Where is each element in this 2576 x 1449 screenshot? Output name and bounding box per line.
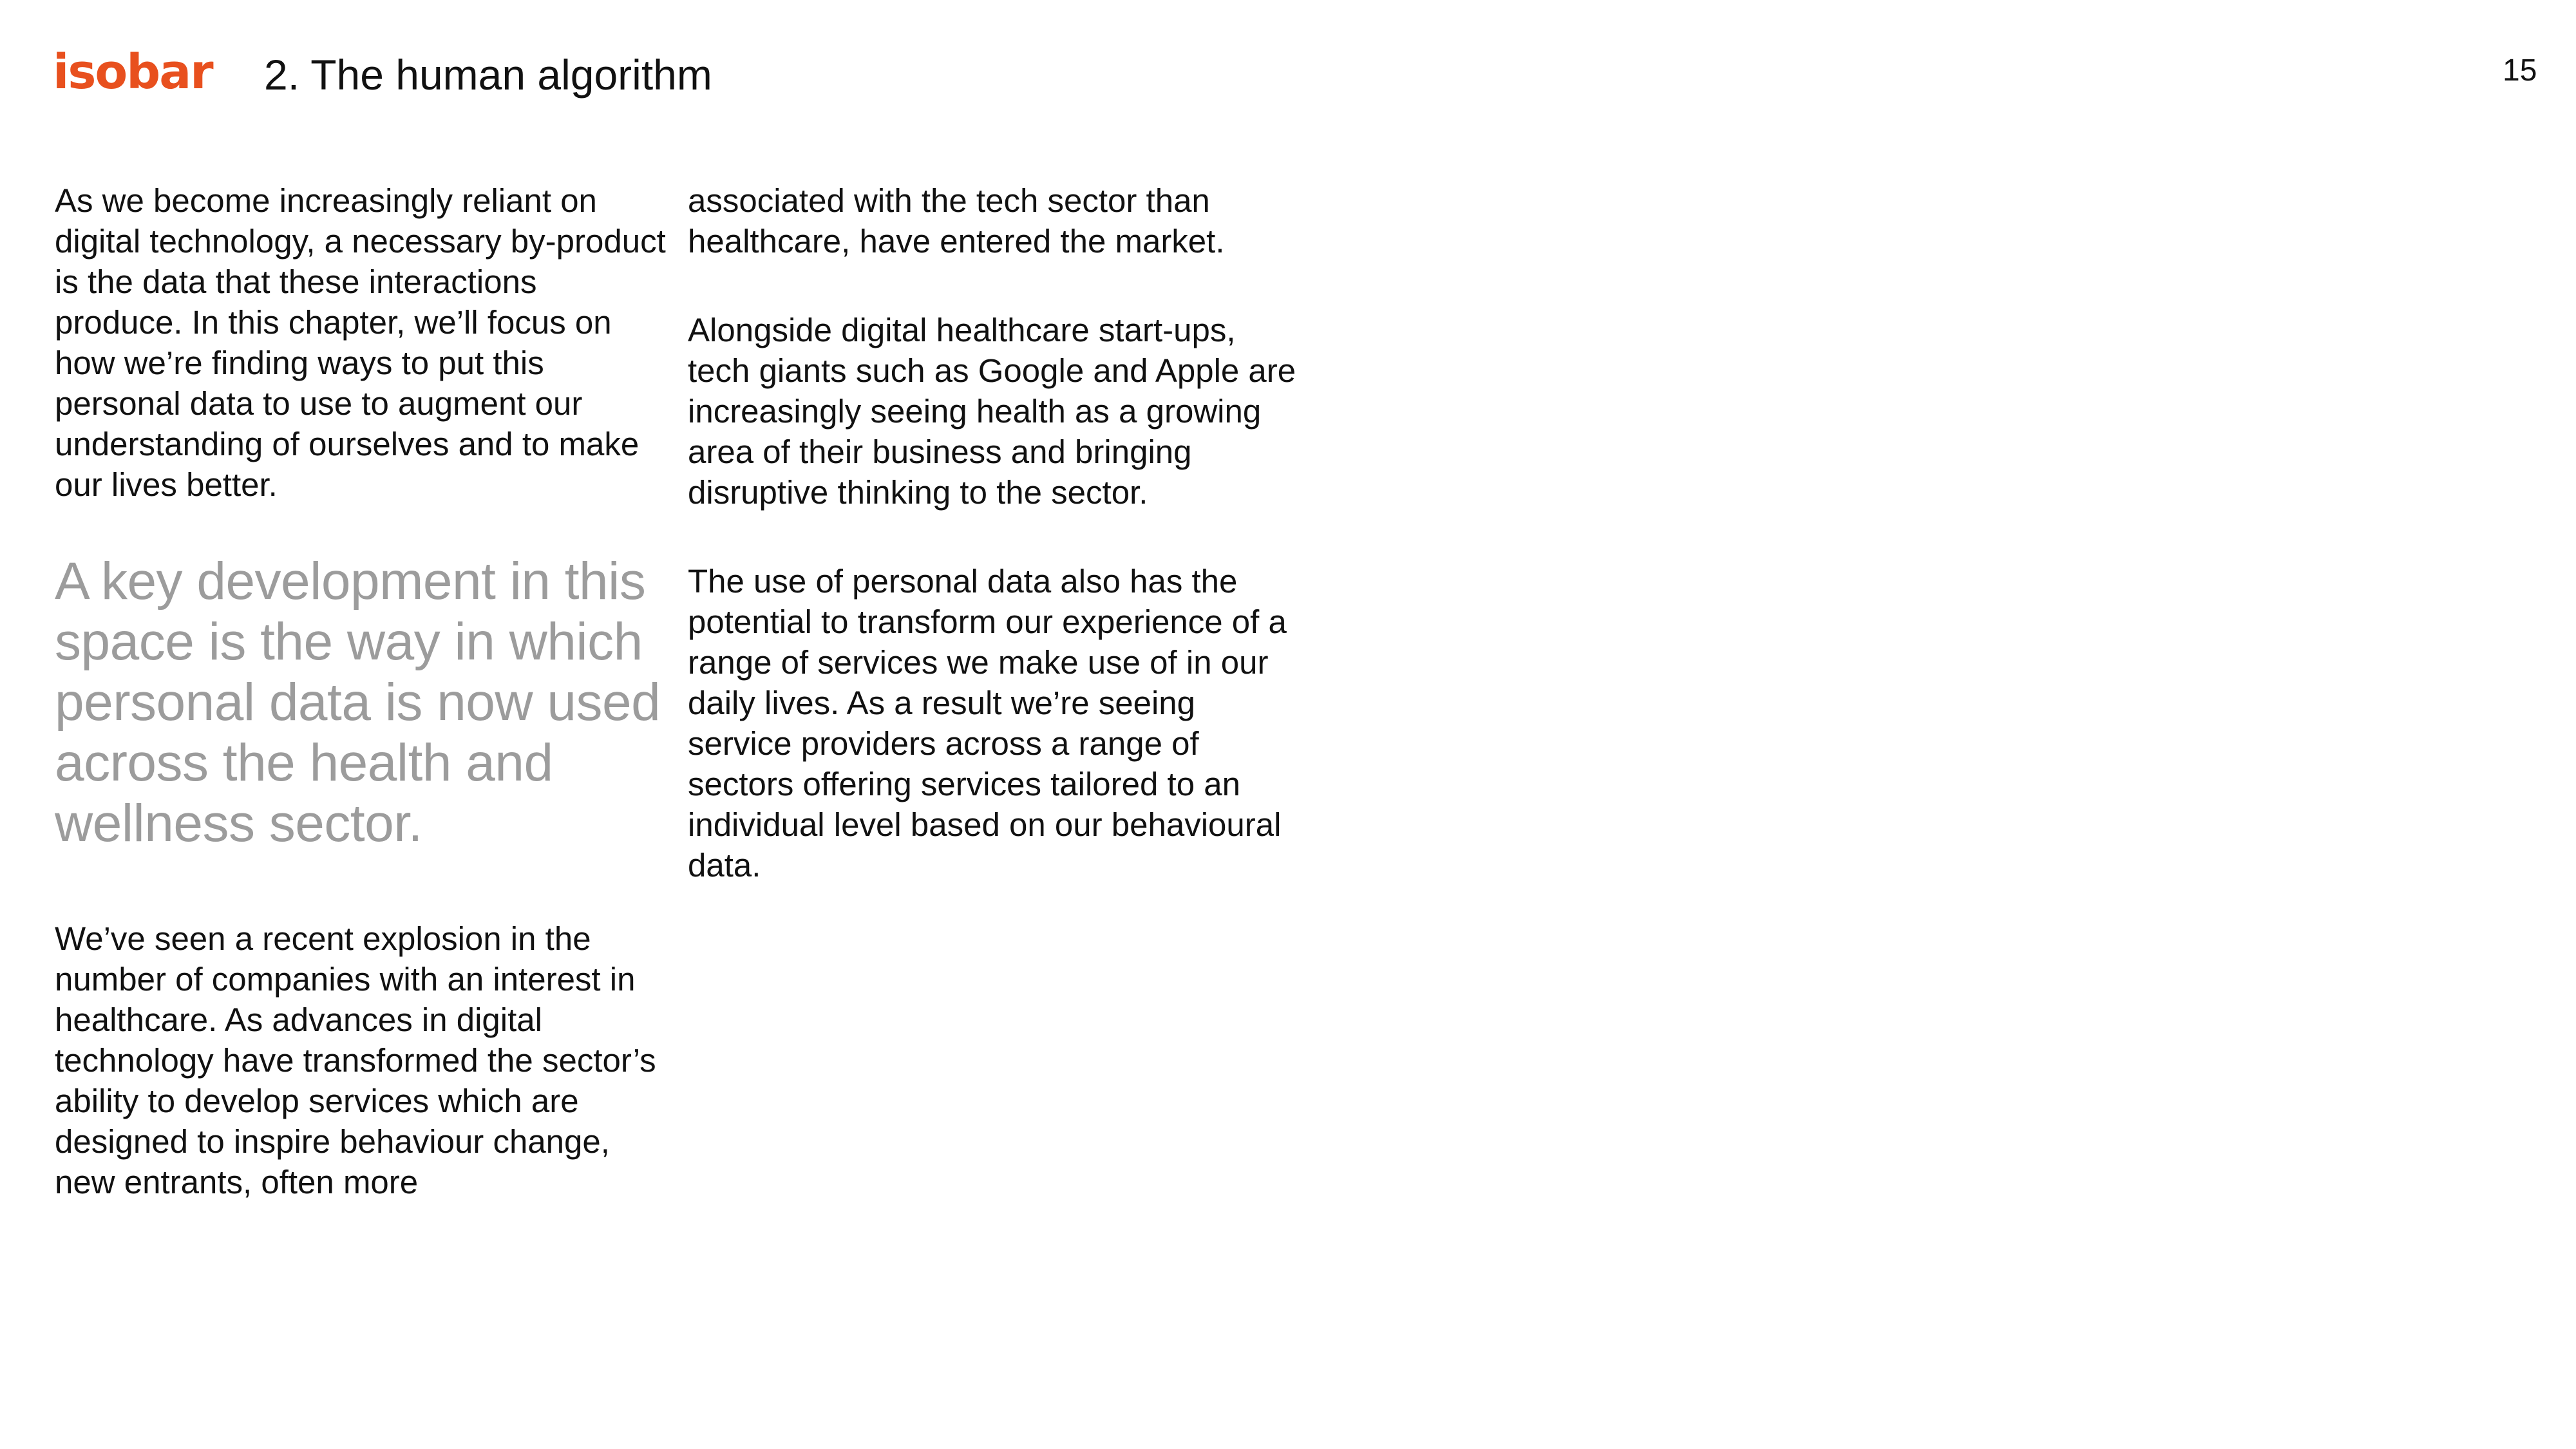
personal-data-paragraph: The use of personal data also has the potential to transform our experience of a range of services we make use of in our daily lives. As a result we’re seeing service providers across a range of sectors offering services tailored to an individual level based on our behavioural data. <box>688 563 1287 884</box>
left-column <box>55 180 673 1202</box>
page-number: 15 <box>2503 53 2537 88</box>
section-title: 2. The human algorithm <box>264 51 712 99</box>
isobar-logo: isobar <box>53 44 213 100</box>
intro-paragraph: As we become increasingly reliant on digital technology, a necessary by-product is the data that these interactions produce. In this chapter, we’ll focus on how we’re finding ways to put this personal data to use to augment our understanding of ourselves and to make our lives better. <box>55 182 666 503</box>
right-column <box>688 180 1306 886</box>
pull-quote: A key development in this space is the way in which personal data is now used across the health and wellness sector. <box>55 552 661 853</box>
continuation-paragraph: associated with the tech sector than healthcare, have entered the market. <box>688 182 1225 260</box>
healthcare-paragraph: We’ve seen a recent explosion in the number of companies with an interest in healthcare. As advances in digital technology have transformed the sector’s ability to develop services which are designed to inspire behaviour change, new entrants, often more <box>55 920 656 1200</box>
tech-giants-paragraph: Alongside digital healthcare start-ups, tech giants such as Google and Apple are increasingly seeing health as a growing area of their business and bringing disruptive thinking to the sector. <box>688 312 1296 511</box>
